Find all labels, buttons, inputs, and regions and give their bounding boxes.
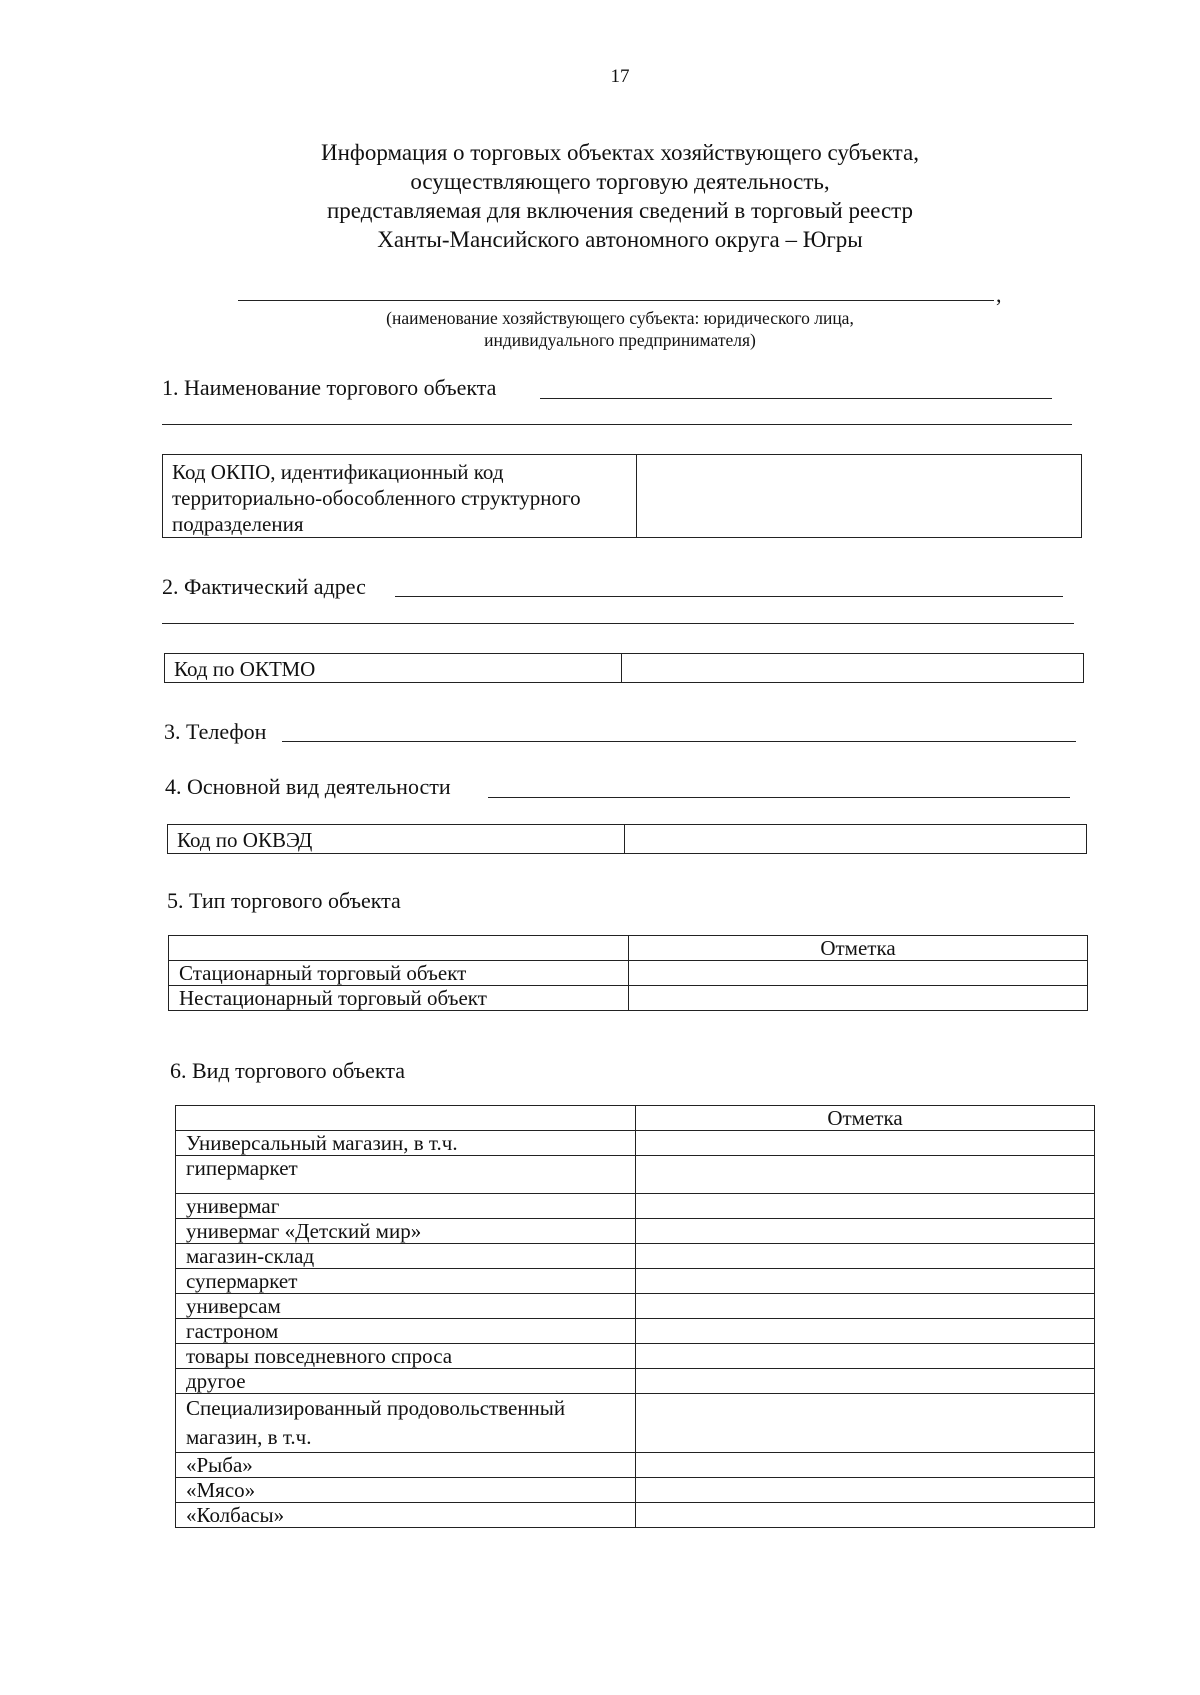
- row-label: «Колбасы»: [176, 1503, 636, 1528]
- page-number: 17: [610, 66, 630, 87]
- row-label: гипермаркет: [176, 1156, 636, 1194]
- mark-cell[interactable]: [636, 1369, 1095, 1394]
- header-empty-cell: [169, 936, 629, 961]
- mark-cell[interactable]: [636, 1156, 1095, 1194]
- table-row: [176, 1453, 1095, 1478]
- table-row: [176, 1344, 1095, 1369]
- mark-header: Отметка: [636, 1106, 1095, 1131]
- table-row: [176, 1503, 1095, 1528]
- caption-line: (наименование хозяйствующего субъекта: юридического лица,: [386, 308, 854, 328]
- oktmo-value-cell[interactable]: [622, 654, 1084, 683]
- okpo-label-line: территориально-обособленного структурного: [172, 486, 581, 510]
- row-label: Стационарный торговый объект: [169, 961, 629, 986]
- mark-cell[interactable]: [636, 1344, 1095, 1369]
- section1-label: 1. Наименование торгового объекта: [162, 375, 497, 400]
- section3-label: 3. Телефон: [164, 719, 267, 744]
- object-name-line-1[interactable]: [540, 398, 1052, 399]
- table-row: [169, 961, 1088, 986]
- table-row: [169, 986, 1088, 1011]
- mark-cell[interactable]: [636, 1453, 1095, 1478]
- mark-cell[interactable]: [636, 1478, 1095, 1503]
- subject-name-caption: [300, 307, 940, 351]
- subject-name-comma: ,: [996, 282, 1002, 307]
- mark-cell[interactable]: [636, 1319, 1095, 1344]
- header-empty-cell: [176, 1106, 636, 1131]
- table-row: [176, 1369, 1095, 1394]
- title-line: Информация о торговых объектах хозяйствующего субъекта,: [321, 140, 919, 165]
- table-row: [176, 1194, 1095, 1219]
- section4-label: 4. Основной вид деятельности: [165, 774, 451, 799]
- mark-cell[interactable]: [636, 1131, 1095, 1156]
- row-label: Специализированный продовольственный магазин, в т.ч.: [176, 1394, 636, 1453]
- title-line: представляемая для включения сведений в торговый реестр: [326, 198, 914, 223]
- table-row: [176, 1294, 1095, 1319]
- row-label: Универсальный магазин, в т.ч.: [176, 1131, 636, 1156]
- oktmo-label-cell: Код по ОКТМО: [165, 654, 622, 683]
- mark-cell[interactable]: [629, 986, 1088, 1011]
- mark-cell[interactable]: [636, 1194, 1095, 1219]
- row-label: универсам: [176, 1294, 636, 1319]
- address-line-2[interactable]: [162, 623, 1074, 624]
- okpo-label-line: Код ОКПО, идентификационный код: [172, 460, 504, 484]
- object-kind-table: [175, 1105, 1095, 1528]
- table-row: [176, 1394, 1095, 1453]
- section2-label: 2. Фактический адрес: [162, 574, 366, 599]
- table-row: [176, 1131, 1095, 1156]
- okpo-table: [162, 454, 1082, 538]
- table-row: [176, 1156, 1095, 1194]
- document-title: [0, 138, 1200, 254]
- oktmo-table: [164, 653, 1084, 683]
- table-row: [176, 1319, 1095, 1344]
- title-line: Ханты-Мансийского автономного округа – Югры: [377, 227, 863, 252]
- row-label: универмаг: [176, 1194, 636, 1219]
- table-header-row: [176, 1106, 1095, 1131]
- mark-cell[interactable]: [636, 1503, 1095, 1528]
- okved-table: [167, 824, 1087, 854]
- mark-cell[interactable]: [629, 961, 1088, 986]
- mark-cell[interactable]: [636, 1269, 1095, 1294]
- row-label: супермаркет: [176, 1269, 636, 1294]
- table-header-row: [169, 936, 1088, 961]
- caption-line: индивидуального предпринимателя): [484, 330, 756, 350]
- section6-label: 6. Вид торгового объекта: [170, 1058, 405, 1083]
- object-name-line-2[interactable]: [162, 424, 1072, 425]
- row-label: товары повседневного спроса: [176, 1344, 636, 1369]
- mark-header: Отметка: [629, 936, 1088, 961]
- okved-label-cell: Код по ОКВЭД: [168, 825, 625, 854]
- row-label: «Мясо»: [176, 1478, 636, 1503]
- mark-cell[interactable]: [636, 1219, 1095, 1244]
- row-label: другое: [176, 1369, 636, 1394]
- okpo-label-line: подразделения: [172, 512, 304, 536]
- address-line-1[interactable]: [395, 596, 1063, 597]
- object-type-table: [168, 935, 1088, 1011]
- table-row: [176, 1244, 1095, 1269]
- activity-line[interactable]: [488, 797, 1070, 798]
- subject-name-line[interactable]: [238, 300, 994, 301]
- table-row: [176, 1478, 1095, 1503]
- table-row: [176, 1219, 1095, 1244]
- mark-cell[interactable]: [636, 1394, 1095, 1453]
- okpo-value-cell[interactable]: [637, 455, 1082, 538]
- okpo-label-cell: [163, 455, 637, 538]
- row-label: Нестационарный торговый объект: [169, 986, 629, 1011]
- phone-line[interactable]: [282, 741, 1076, 742]
- row-label: магазин-склад: [176, 1244, 636, 1269]
- title-line: осуществляющего торговую деятельность,: [410, 169, 830, 194]
- mark-cell[interactable]: [636, 1244, 1095, 1269]
- row-label: «Рыба»: [176, 1453, 636, 1478]
- mark-cell[interactable]: [636, 1294, 1095, 1319]
- okved-value-cell[interactable]: [625, 825, 1087, 854]
- row-label: гастроном: [176, 1319, 636, 1344]
- row-label: универмаг «Детский мир»: [176, 1219, 636, 1244]
- table-row: [176, 1269, 1095, 1294]
- section5-label: 5. Тип торгового объекта: [167, 888, 401, 913]
